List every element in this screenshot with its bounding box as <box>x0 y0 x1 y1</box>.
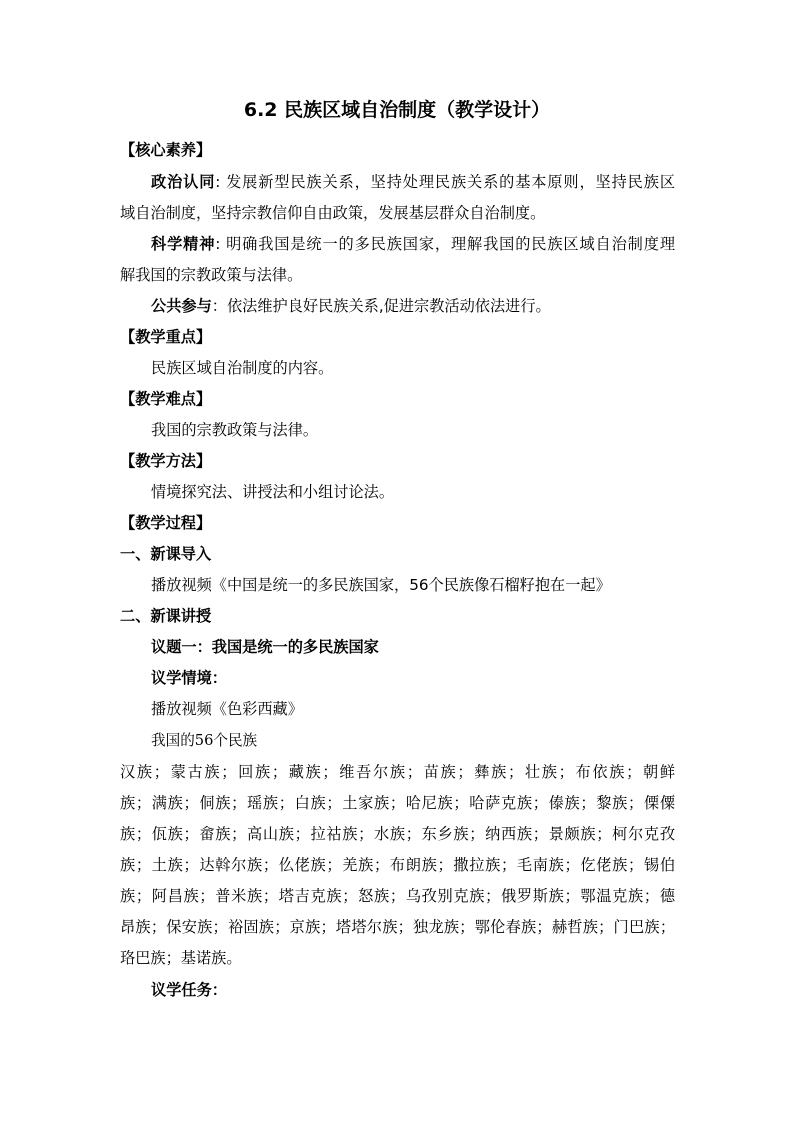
political-identity-label: 政治认同 <box>151 173 216 191</box>
teaching-difficulty-text: 我国的宗教政策与法律。 <box>151 421 319 439</box>
political-identity-text: : 发展新型民族关系，坚持处理民族关系的基本原则，坚持民族区 <box>215 173 676 191</box>
document-title: 6.2 民族区域自治制度（教学设计） <box>243 99 551 121</box>
teaching-method-heading: 【教学方法】 <box>120 452 212 470</box>
public-participation-line <box>151 296 551 316</box>
ethnic-groups-line: 族；满族；侗族；瑶族；白族；土家族；哈尼族；哈萨克族；傣族；黎族；傈僳 <box>120 794 675 812</box>
scientific-spirit-line2: 解我国的宗教政策与法律。 <box>120 266 303 284</box>
lesson-intro-text: 播放视频《中国是统一的多民族国家，56个民族像石榴籽抱在一起》 <box>151 576 611 594</box>
video-title-text: 播放视频《色彩西藏》 <box>151 700 303 718</box>
ethnic-groups-line: 族；佤族；畲族；高山族；拉祜族；水族；东乡族；纳西族；景颇族；柯尔克孜 <box>120 825 675 843</box>
ethnic-groups-line: 昂族；保安族；裕固族；京族；塔塔尔族；独龙族；鄂伦春族；赫哲族；门巴族； <box>120 918 675 936</box>
political-identity-line2: 域自治制度，坚持宗教信仰自由政策，发展基层群众自治制度。 <box>120 204 546 222</box>
scientific-spirit-text: : 明确我国是统一的多民族国家，理解我国的民族区域自治制度理 <box>215 235 676 253</box>
topic-one-heading: 议题一：我国是统一的多民族国家 <box>151 638 379 656</box>
public-participation-label: 公共参与 <box>151 297 212 315</box>
teaching-focus-heading: 【教学重点】 <box>120 328 212 346</box>
ethnic-groups-line: 汉族；蒙古族；回族；藏族；维吾尔族；苗族；彝族；壮族；布依族；朝鲜 <box>120 763 675 781</box>
teaching-method-text: 情境探究法、讲授法和小组讨论法。 <box>151 483 394 501</box>
learning-task-label: 议学任务： <box>151 981 227 999</box>
teaching-focus-text: 民族区域自治制度的内容。 <box>151 359 334 377</box>
ethnic-groups-line: 族；土族；达斡尔族；仫佬族；羌族；布朗族；撒拉族；毛南族；仡佬族；锡伯 <box>120 856 675 874</box>
lesson-intro-heading: 一、新课导入 <box>120 545 212 563</box>
public-participation-text: ：依法维护良好民族关系,促进宗教活动依法进行。 <box>211 297 551 315</box>
teaching-process-heading: 【教学过程】 <box>120 514 212 532</box>
scientific-spirit-label: 科学精神 <box>151 235 216 253</box>
core-literacy-heading: 【核心素养】 <box>120 141 212 159</box>
learning-context-label: 议学情境： <box>151 669 227 687</box>
teaching-difficulty-heading: 【教学难点】 <box>120 390 212 408</box>
ethnic-groups-line: 族；阿昌族；普米族；塔吉克族；怒族；乌孜别克族；俄罗斯族；鄂温克族；德 <box>120 887 675 905</box>
ethnic-groups-title: 我国的56个民族 <box>151 732 258 749</box>
scientific-spirit-line1 <box>120 234 675 254</box>
ethnic-groups-line: 珞巴族；基诺族。 <box>120 949 242 967</box>
political-identity-line1 <box>120 172 675 192</box>
new-lesson-heading: 二、新课讲授 <box>120 607 212 625</box>
